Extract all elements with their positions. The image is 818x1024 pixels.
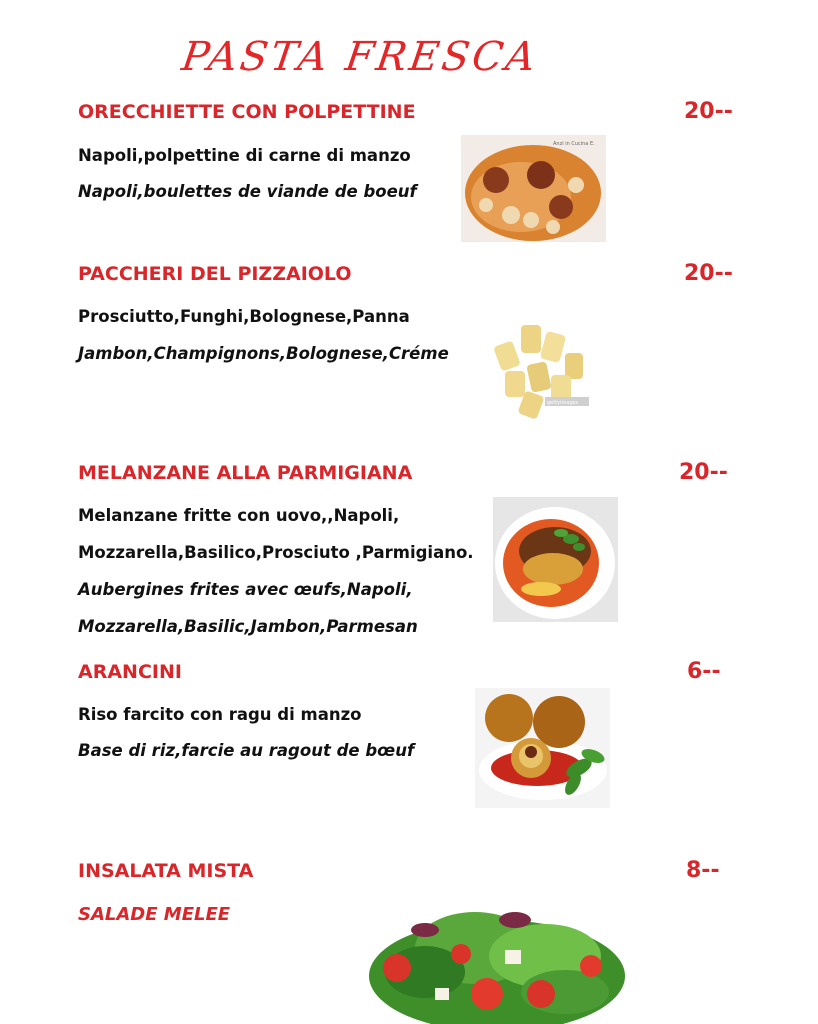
dish-desc-it-paccheri: Prosciutto,Funghi,Bolognese,Panna bbox=[78, 307, 410, 326]
dish-desc-fr-1-melanzane: Aubergines frites avec œufs,Napoli, bbox=[78, 580, 413, 599]
melanzane-photo bbox=[493, 497, 618, 622]
dish-desc-fr-paccheri: Jambon,Champignons,Bolognese,Créme bbox=[78, 344, 449, 363]
dish-name-arancini: ARANCINI bbox=[78, 661, 182, 683]
dish-desc-fr-arancini: Base di riz,farcie au ragout de bœuf bbox=[78, 741, 415, 760]
dish-desc-it-2-melanzane: Mozzarella,Basilico,Prosciuto ,Parmigiano. bbox=[78, 543, 474, 562]
dish-desc-fr-2-melanzane: Mozzarella,Basilic,Jambon,Parmesan bbox=[78, 617, 418, 636]
dish-price-arancini: 6-- bbox=[687, 659, 721, 684]
dish-desc-it-1-melanzane: Melanzane fritte con uovo,,Napoli, bbox=[78, 506, 400, 525]
orecchiette-photo bbox=[461, 135, 606, 242]
dish-price-paccheri: 20-- bbox=[684, 261, 733, 286]
orecchiette-photo-caption: Anzi in Cucina E. bbox=[553, 141, 595, 147]
dish-price-orecchiette: 20-- bbox=[684, 99, 733, 124]
paccheri-photo-caption: gettyimages bbox=[547, 400, 579, 406]
dish-desc-fr-orecchiette: Napoli,boulettes de viande de boeuf bbox=[78, 182, 417, 201]
dish-desc-it-arancini: Riso farcito con ragu di manzo bbox=[78, 705, 362, 724]
insalata-photo bbox=[365, 896, 630, 1024]
dish-desc-fr-insalata: SALADE MELEE bbox=[78, 904, 231, 925]
dish-desc-it-orecchiette: Napoli,polpettine di carne di manzo bbox=[78, 146, 411, 165]
dish-price-insalata: 8-- bbox=[686, 858, 720, 883]
paccheri-photo bbox=[485, 303, 595, 446]
dish-name-insalata: INSALATA MISTA bbox=[78, 860, 254, 882]
arancini-photo bbox=[475, 688, 610, 808]
dish-price-melanzane: 20-- bbox=[679, 460, 728, 485]
dish-name-orecchiette: ORECCHIETTE CON POLPETTINE bbox=[78, 101, 416, 123]
dish-name-melanzane: MELANZANE ALLA PARMIGIANA bbox=[78, 462, 413, 484]
page-title: PASTA FRESCA bbox=[178, 34, 542, 80]
dish-name-paccheri: PACCHERI DEL PIZZAIOLO bbox=[78, 263, 352, 285]
